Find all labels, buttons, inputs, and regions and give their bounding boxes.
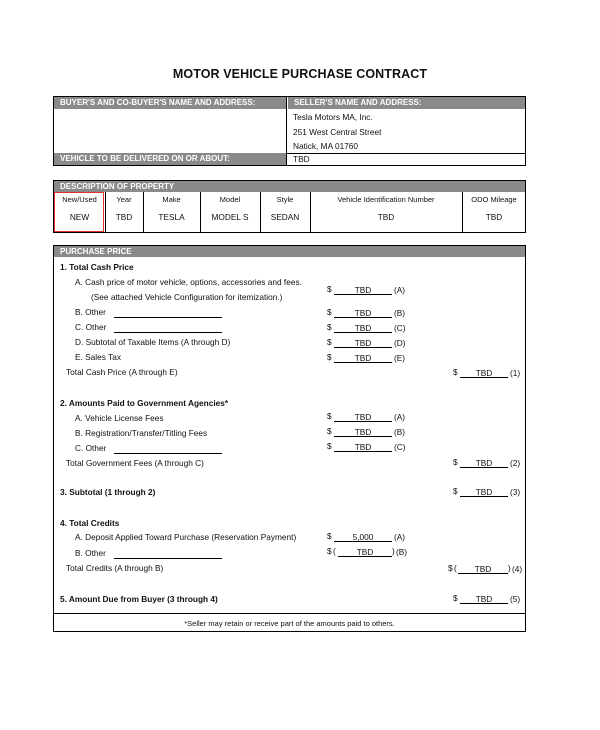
delivery-label: VEHICLE TO BE DELIVERED ON OR ABOUT: [54, 153, 286, 165]
val-style: SEDAN [270, 212, 300, 222]
s2-a-value: TBD [354, 412, 372, 422]
currency-sign: $ [448, 563, 453, 573]
s2-b-code: (B) [394, 427, 406, 437]
delivery-rule [286, 153, 526, 154]
s1-d-code: (D) [394, 338, 406, 348]
s2-c-value: TBD [354, 442, 372, 452]
s2-c-code: (C) [394, 442, 406, 452]
col-year: Year [116, 195, 132, 204]
s5-value: TBD [475, 594, 493, 604]
currency-sign: $ [453, 593, 458, 603]
s4-b-value: TBD [356, 547, 374, 557]
seller-header: SELLER'S NAME AND ADDRESS: [288, 97, 525, 109]
currency-sign: $ [327, 441, 332, 451]
s1-c-value: TBD [354, 323, 372, 333]
parties-divider [286, 96, 287, 166]
s2-c-label: C. Other [75, 443, 107, 453]
s4-a-code: (A) [394, 532, 406, 542]
seller-line-3: Natick, MA 01760 [293, 141, 359, 151]
property-header: DESCRIPTION OF PROPERTY [54, 181, 525, 192]
col-make: Make [162, 195, 181, 204]
col-model: Model [219, 195, 241, 204]
currency-sign: $ [327, 307, 332, 317]
s1-b-value: TBD [354, 308, 372, 318]
s1-a-line2: (See attached Vehicle Configuration for itemization.) [91, 292, 283, 302]
s2-a-label: A. Vehicle License Fees [75, 413, 164, 423]
currency-sign: $ [327, 352, 332, 362]
s1-d-label: D. Subtotal of Taxable Items (A through D) [75, 337, 231, 347]
s1-total-value: TBD [475, 368, 493, 378]
currency-sign: $ [327, 322, 332, 332]
s1-c-code: (C) [394, 323, 406, 333]
paren-close: ) [508, 563, 511, 573]
paren-open: ( [333, 546, 336, 556]
s2-b-value: TBD [354, 427, 372, 437]
val-model: MODEL S [211, 212, 249, 222]
s1-b-blank [114, 309, 222, 318]
col-new-used: New/Used [62, 195, 97, 204]
s2-b-label: B. Registration/Transfer/Titling Fees [75, 428, 208, 438]
s5-title: 5. Amount Due from Buyer (3 through 4) [60, 594, 218, 604]
s2-c-blank [114, 445, 222, 454]
s1-total-label: Total Cash Price (A through E) [66, 367, 178, 377]
s4-a-label: A. Deposit Applied Toward Purchase (Reservation Payment) [75, 532, 297, 542]
s1-d-value: TBD [354, 338, 372, 348]
currency-sign: $ [327, 531, 332, 541]
s1-e-value: TBD [354, 353, 372, 363]
val-odo: TBD [485, 212, 503, 222]
currency-sign: $ [453, 367, 458, 377]
seller-line-1: Tesla Motors MA, Inc. [293, 112, 373, 122]
col-odo: ODO Mileage [471, 195, 517, 204]
s1-a-value: TBD [354, 285, 372, 295]
s1-a-line1: A. Cash price of motor vehicle, options, accessories and fees. [75, 277, 302, 287]
currency-sign: $ [327, 426, 332, 436]
seller-line-2: 251 West Central Street [293, 127, 382, 137]
col-style: Style [276, 195, 294, 204]
val-vin: TBD [377, 212, 395, 222]
currency-sign: $ [453, 457, 458, 467]
currency-sign: $ [327, 337, 332, 347]
s4-b-blank [114, 550, 222, 559]
val-new-used: NEW [69, 212, 90, 222]
s2-total-code: (2) [510, 458, 521, 468]
footnote-rule [53, 613, 526, 614]
paren-close: ) [392, 546, 395, 556]
s2-total-label: Total Government Fees (A through C) [66, 458, 204, 468]
s3-code: (3) [510, 487, 521, 497]
currency-sign: $ [327, 284, 332, 294]
s1-b-label: B. Other [75, 307, 106, 317]
currency-sign: $ [327, 411, 332, 421]
col-vin: Vehicle Identification Number [337, 195, 435, 204]
s1-title: 1. Total Cash Price [60, 262, 134, 272]
s4-b-label: B. Other [75, 548, 106, 558]
buyer-header: BUYER'S AND CO-BUYER'S NAME AND ADDRESS: [54, 97, 286, 109]
s1-e-label: E. Sales Tax [75, 352, 121, 362]
s2-a-code: (A) [394, 412, 406, 422]
s3-value: TBD [475, 487, 493, 497]
delivery-value: TBD [293, 154, 310, 164]
s2-total-value: TBD [475, 458, 493, 468]
s3-title: 3. Subtotal (1 through 2) [60, 487, 156, 497]
s4-b-code: (B) [396, 547, 408, 557]
page-title: MOTOR VEHICLE PURCHASE CONTRACT [172, 67, 428, 81]
currency-sign: $ [453, 486, 458, 496]
s1-e-code: (E) [394, 353, 406, 363]
s1-total-code: (1) [510, 368, 521, 378]
val-make: TESLA [158, 212, 185, 222]
s2-title: 2. Amounts Paid to Government Agencies* [60, 398, 229, 408]
s4-title: 4. Total Credits [60, 518, 120, 528]
s1-c-label: C. Other [75, 322, 107, 332]
s5-code: (5) [510, 594, 521, 604]
s4-total-label: Total Credits (A through B) [66, 563, 164, 573]
currency-sign: $ [327, 546, 332, 556]
val-year: TBD [115, 212, 133, 222]
footnote: *Seller may retain or receive part of the amounts paid to others. [184, 619, 395, 628]
s4-a-value: 5,000 [352, 532, 374, 542]
s1-b-code: (B) [394, 308, 406, 318]
purchase-header: PURCHASE PRICE [54, 246, 525, 257]
s4-total-code: (4) [512, 564, 523, 574]
s1-c-blank [114, 324, 222, 333]
s4-total-value: TBD [474, 564, 492, 574]
s1-a-code: (A) [394, 285, 406, 295]
paren-open: ( [454, 563, 457, 573]
